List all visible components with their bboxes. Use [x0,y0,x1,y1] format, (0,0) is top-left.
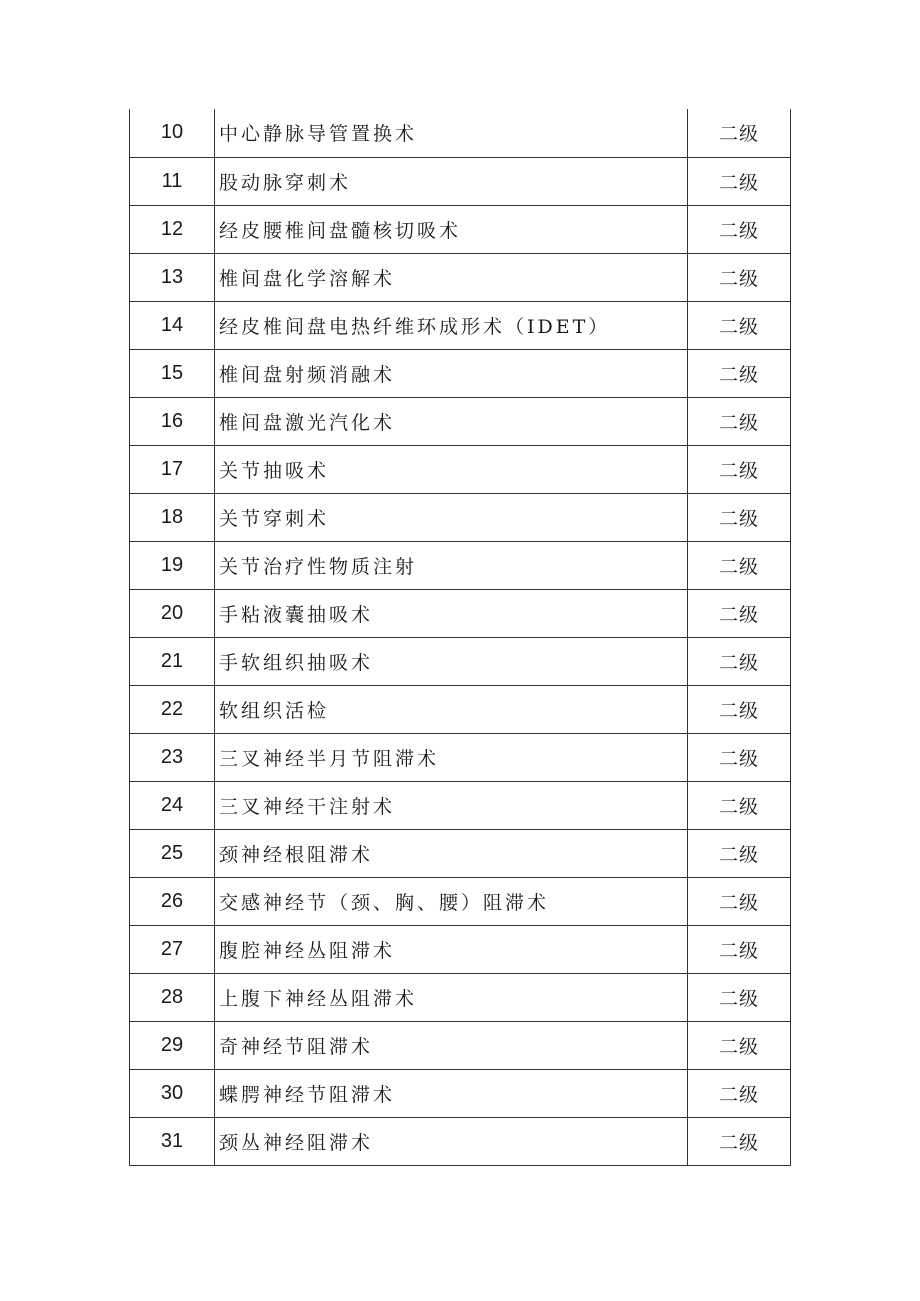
table-row [130,829,791,877]
procedure-name-cell: 颈丛神经阻滞术 [215,1117,688,1165]
row-number-cell: 27 [130,925,215,973]
table-row [130,541,791,589]
table-row [130,877,791,925]
row-number-cell: 26 [130,877,215,925]
procedure-level-cell: 二级 [688,109,791,157]
procedure-name-cell: 腹腔神经丛阻滞术 [215,925,688,973]
table-row [130,397,791,445]
row-number-cell: 24 [130,781,215,829]
procedure-name-cell: 奇神经节阻滞术 [215,1021,688,1069]
procedure-level-cell: 二级 [688,301,791,349]
row-number-cell: 10 [130,109,215,157]
procedure-level-cell: 二级 [688,589,791,637]
table-row [130,349,791,397]
procedure-name-cell: 手粘液囊抽吸术 [215,589,688,637]
table-row [130,1021,791,1069]
procedure-level-cell: 二级 [688,733,791,781]
procedure-level-cell: 二级 [688,493,791,541]
procedure-level-cell: 二级 [688,1021,791,1069]
procedure-name-cell: 上腹下神经丛阻滞术 [215,973,688,1021]
procedure-level-cell: 二级 [688,445,791,493]
row-number-cell: 31 [130,1117,215,1165]
procedure-level-cell: 二级 [688,397,791,445]
procedure-level-cell: 二级 [688,637,791,685]
table-row [130,1069,791,1117]
procedure-name-cell: 关节穿刺术 [215,493,688,541]
procedure-level-cell: 二级 [688,973,791,1021]
procedure-level-cell: 二级 [688,685,791,733]
row-number-cell: 14 [130,301,215,349]
row-number-cell: 17 [130,445,215,493]
procedure-name-cell: 椎间盘射频消融术 [215,349,688,397]
procedure-name-cell: 三叉神经半月节阻滞术 [215,733,688,781]
procedure-name-cell: 蝶腭神经节阻滞术 [215,1069,688,1117]
procedure-name-cell: 椎间盘激光汽化术 [215,397,688,445]
procedure-name-cell: 关节治疗性物质注射 [215,541,688,589]
procedure-level-cell: 二级 [688,925,791,973]
procedure-name-cell: 中心静脉导管置换术 [215,109,688,157]
table-row [130,733,791,781]
table-row [130,973,791,1021]
row-number-cell: 13 [130,253,215,301]
procedure-level-cell: 二级 [688,781,791,829]
procedure-name-cell: 关节抽吸术 [215,445,688,493]
row-number-cell: 21 [130,637,215,685]
procedure-level-cell: 二级 [688,829,791,877]
table-row [130,637,791,685]
table-row [130,781,791,829]
procedure-name-cell: 三叉神经干注射术 [215,781,688,829]
row-number-cell: 18 [130,493,215,541]
row-number-cell: 19 [130,541,215,589]
row-number-cell: 23 [130,733,215,781]
procedure-name-cell: 软组织活检 [215,685,688,733]
procedure-name-cell: 交感神经节（颈、胸、腰）阻滞术 [215,877,688,925]
procedure-name-cell: 经皮腰椎间盘髓核切吸术 [215,205,688,253]
row-number-cell: 25 [130,829,215,877]
table-row [130,685,791,733]
table-row [130,253,791,301]
row-number-cell: 20 [130,589,215,637]
procedure-level-cell: 二级 [688,541,791,589]
procedure-name-cell: 椎间盘化学溶解术 [215,253,688,301]
procedure-level-cell: 二级 [688,349,791,397]
row-number-cell: 12 [130,205,215,253]
procedure-name-cell: 手软组织抽吸术 [215,637,688,685]
procedure-level-cell: 二级 [688,877,791,925]
row-number-cell: 29 [130,1021,215,1069]
row-number-cell: 22 [130,685,215,733]
row-number-cell: 11 [130,157,215,205]
table-row [130,205,791,253]
procedure-name-cell: 股动脉穿刺术 [215,157,688,205]
procedure-level-cell: 二级 [688,205,791,253]
table-row [130,445,791,493]
table-row [130,157,791,205]
row-number-cell: 16 [130,397,215,445]
table-row [130,493,791,541]
procedure-level-cell: 二级 [688,1069,791,1117]
procedure-name-cell: 经皮椎间盘电热纤维环成形术（IDET） [215,301,688,349]
procedure-name-cell: 颈神经根阻滞术 [215,829,688,877]
table-row [130,109,791,157]
table-row [130,301,791,349]
row-number-cell: 15 [130,349,215,397]
table-row [130,589,791,637]
procedure-table [129,109,791,1166]
table-row [130,925,791,973]
procedure-level-cell: 二级 [688,157,791,205]
row-number-cell: 28 [130,973,215,1021]
procedure-level-cell: 二级 [688,253,791,301]
procedure-table-body [130,109,791,1165]
procedure-level-cell: 二级 [688,1117,791,1165]
table-row [130,1117,791,1165]
row-number-cell: 30 [130,1069,215,1117]
